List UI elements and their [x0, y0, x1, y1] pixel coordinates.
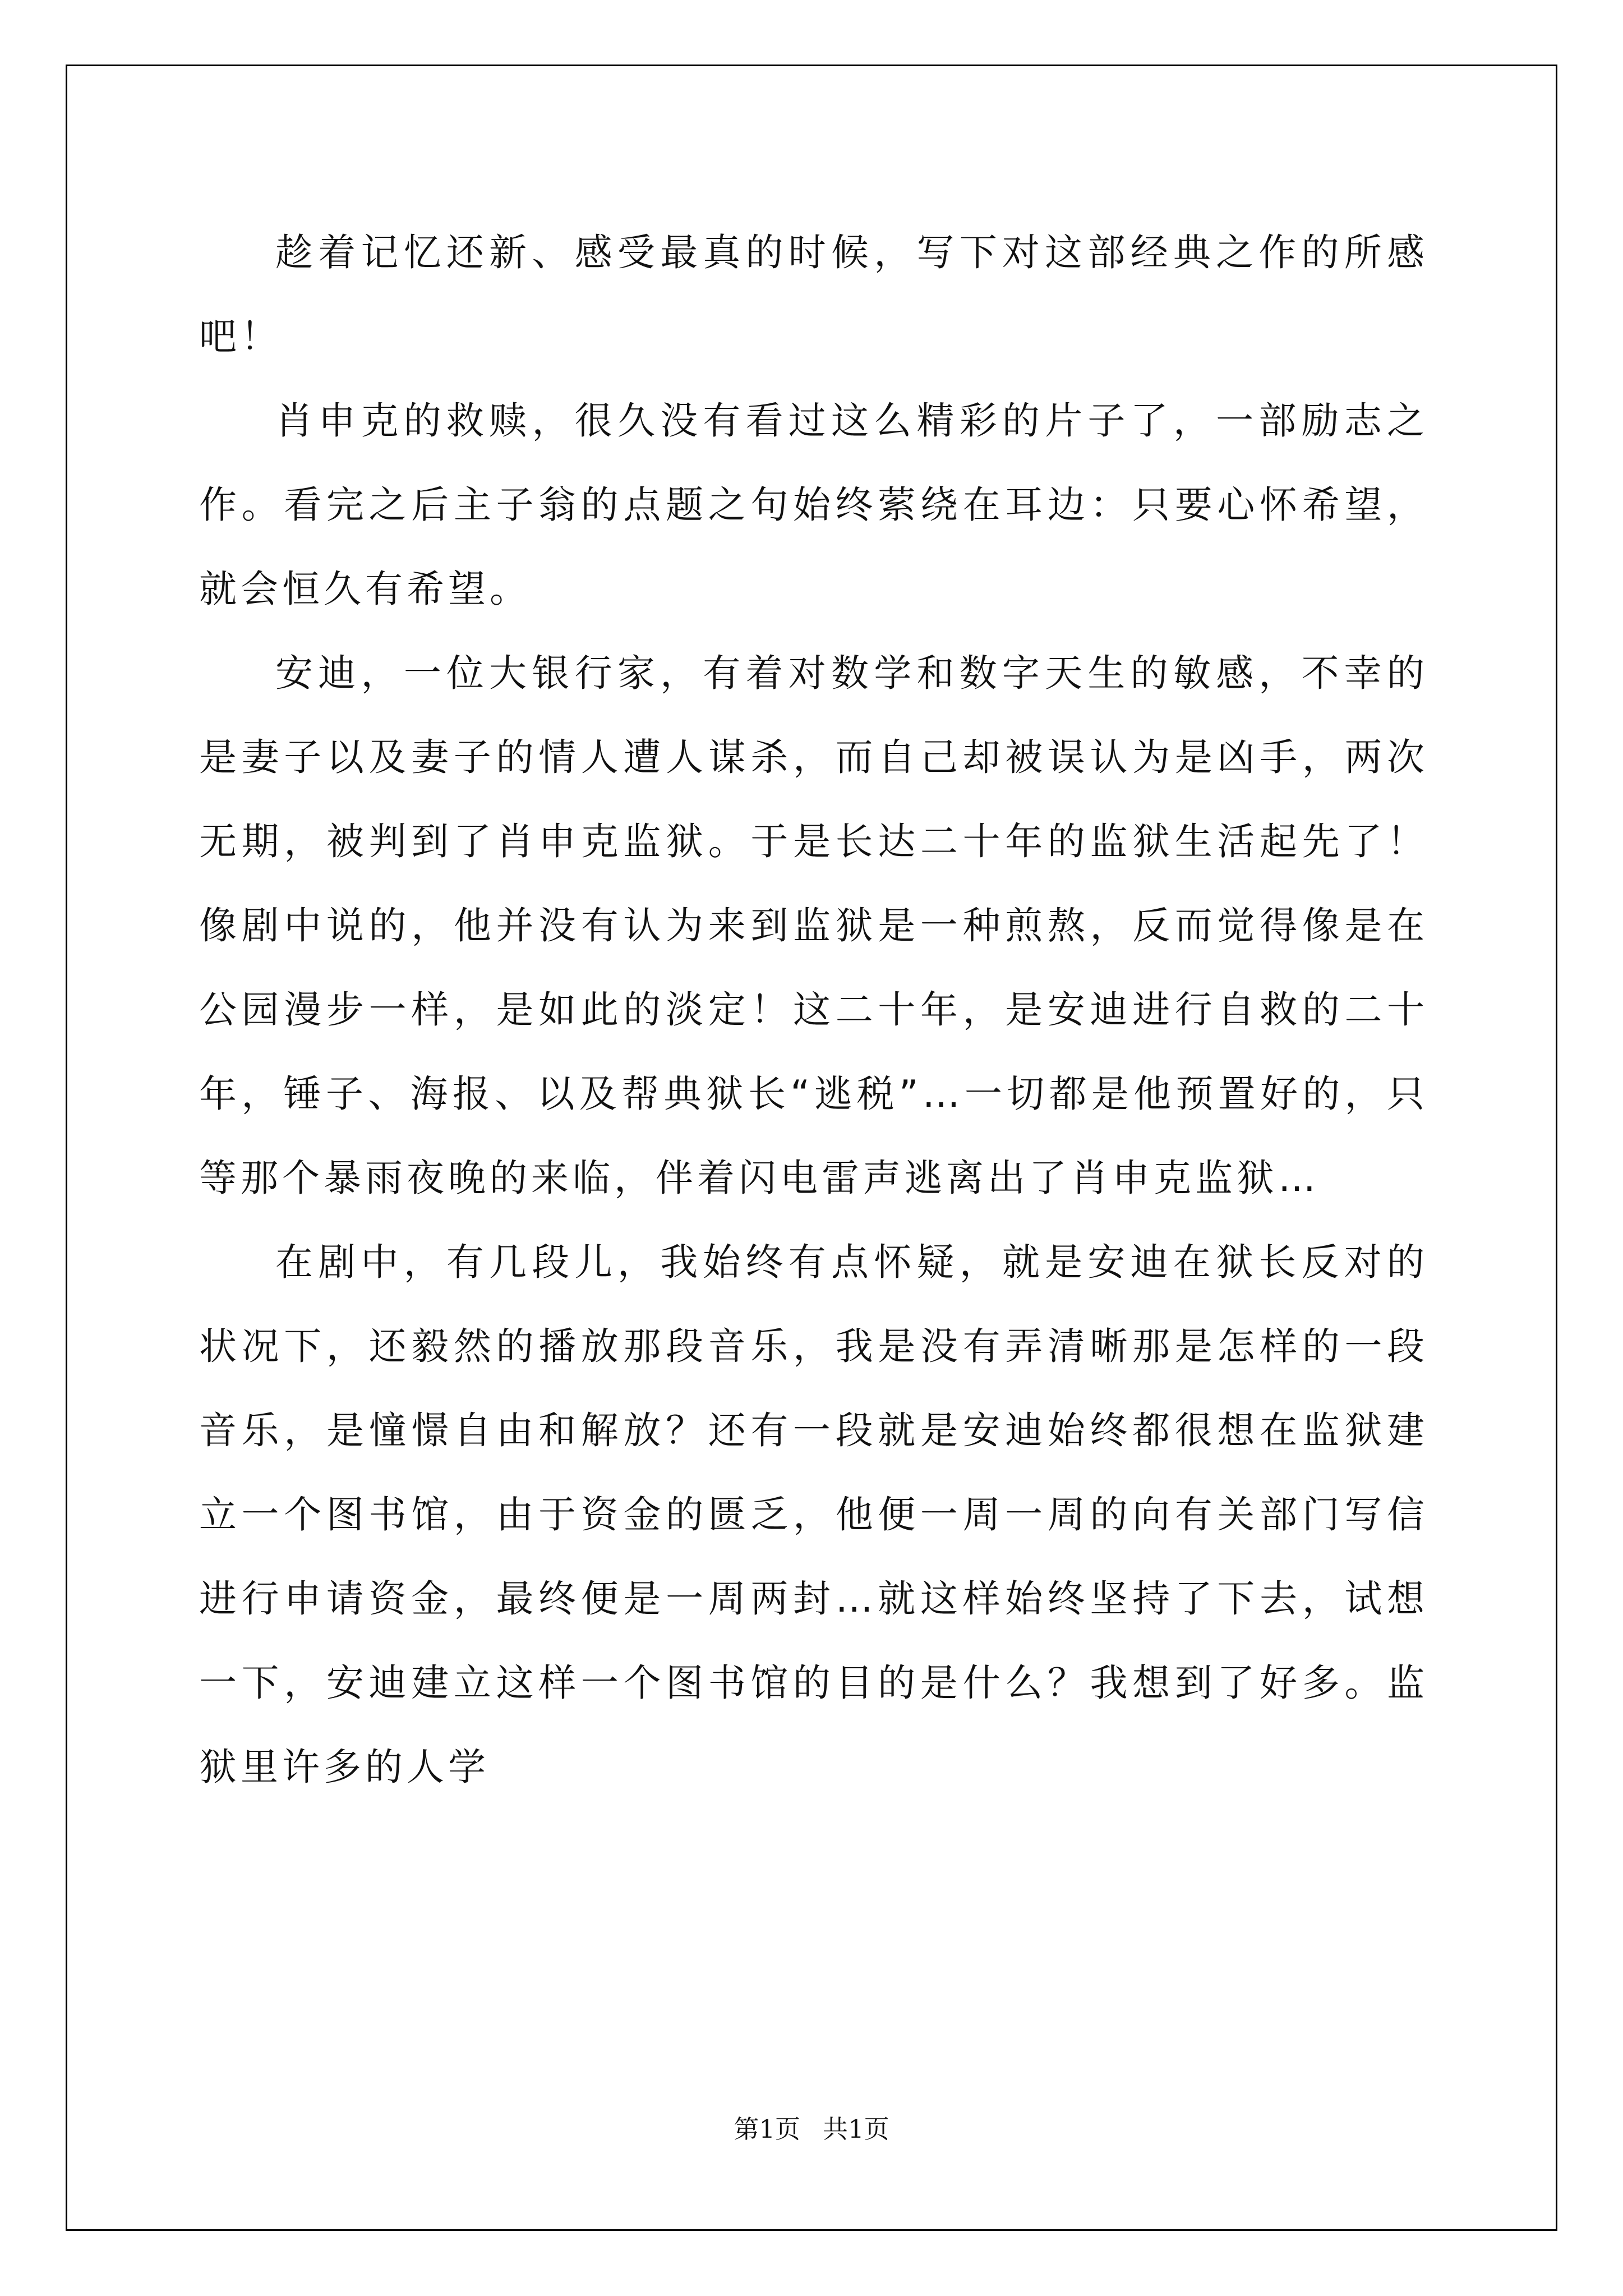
paragraph: 肖申克的救赎，很久没有看过这么精彩的片子了，一部励志之作。看完之后主子翁的点题之句始终萦绕在耳边：只要心怀希望，就会恒久有希望。: [199, 399, 1428, 611]
paragraph: 趁着记忆还新、感受最真的时候，写下对这部经典之作的所感吧！: [199, 231, 1428, 358]
page-footer: [0, 2113, 1623, 2146]
document-body: [199, 210, 1428, 1809]
page-total: 共1页: [823, 2114, 889, 2144]
page-number: 第1页: [734, 2114, 800, 2144]
paragraph: 安迪，一位大银行家，有着对数学和数字天生的敏感，不幸的是妻子以及妻子的情人遭人谋杀，而自己却被误认为是凶手，两次无期，被判到了肖申克监狱。于是长达二十年的监狱生活起先了！像剧中说的，他并没有认为来到监狱是一种煎熬，反而觉得像是在公园漫步一样，是如此的淡定！这二十年，是安迪进行自救的二十年，锤子、海报、以及帮典狱长“逃税”…一切都是他预置好的，只等那个暴雨夜晚的来临，伴着闪电雷声逃离出了肖申克监狱…: [199, 651, 1428, 1200]
paragraph: 在剧中，有几段儿，我始终有点怀疑，就是安迪在狱长反对的状况下，还毅然的播放那段音乐，我是没有弄清晰那是怎样的一段音乐，是憧憬自由和解放？还有一段就是安迪始终都很想在监狱建立一个图书馆，由于资金的匮乏，他便一周一周的向有关部门写信进行申请资金，最终便是一周两封…就这样始终坚持了下去，试想一下，安迪建立这样一个图书馆的目的是什么？我想到了好多。监狱里许多的人学: [199, 1240, 1428, 1789]
